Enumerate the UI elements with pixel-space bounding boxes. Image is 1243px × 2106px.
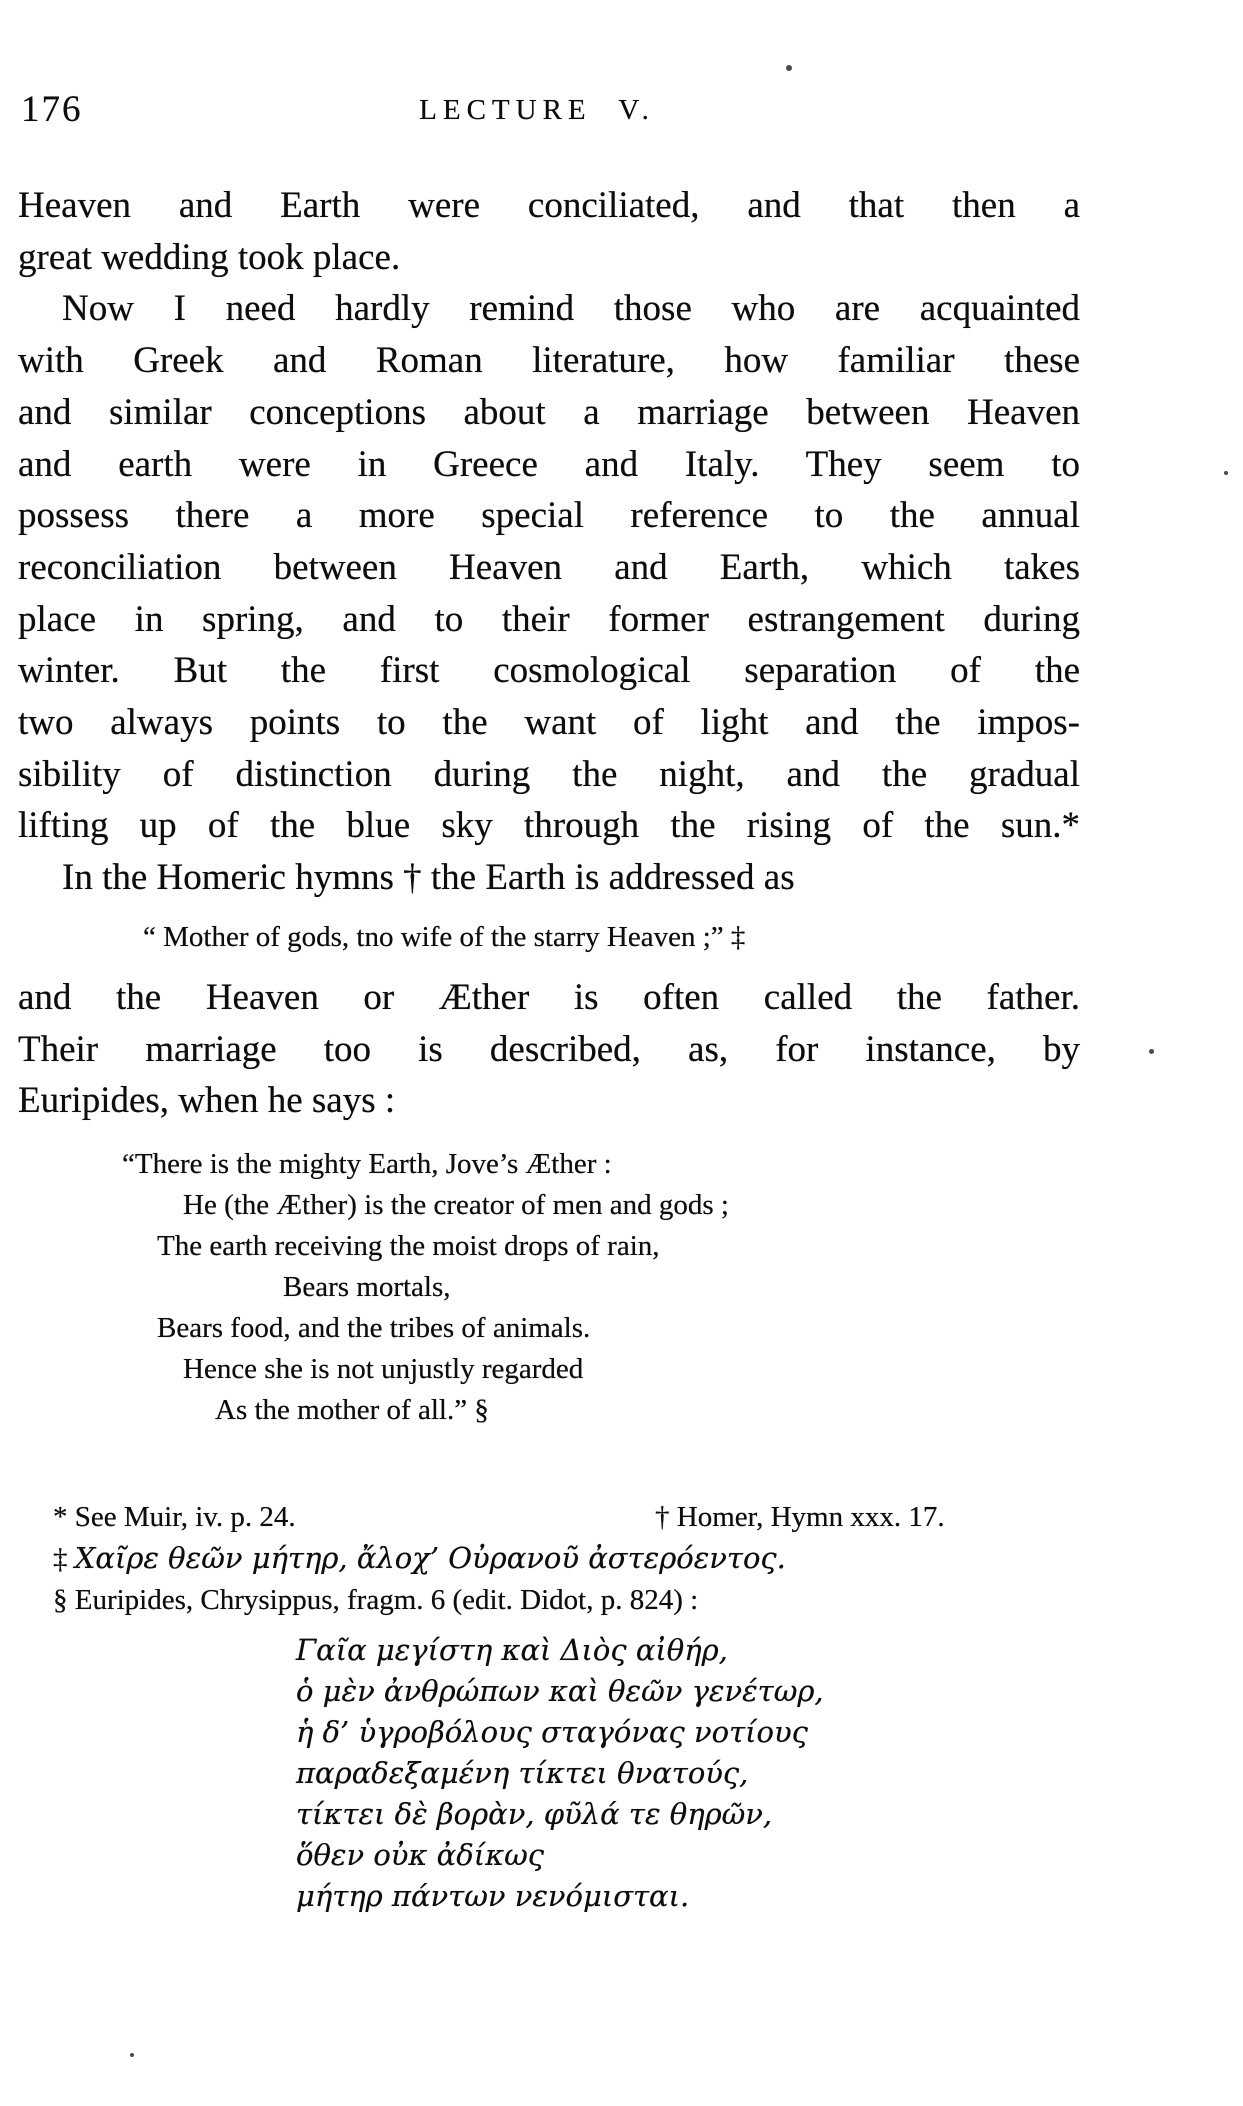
footnote-section: § Euripides, Chrysippus, fragm. 6 (edit. Didot, p. 824) :	[53, 1584, 699, 1616]
body-text-line: great wedding took place.	[18, 236, 401, 278]
verse-line: The earth receiving the moist drops of rain,	[157, 1230, 660, 1262]
body-text-line: Heaven and Earth were conciliated, and that then a	[18, 185, 1080, 226]
body-text-line: and earth were in Greece and Italy. They seem to	[18, 443, 1080, 485]
greek-verse-line: ὁ μὲν ἀνθρώπων καὶ θεῶν γενέτωρ,	[296, 1674, 824, 1708]
body-text-line: possess there a more special reference to the annual	[18, 495, 1080, 537]
footnote-double-dagger	[53, 1538, 1203, 1580]
verse-line: As the mother of all.” §	[215, 1394, 489, 1426]
inline-quote: “ Mother of gods, tno wife of the starry Heaven ;” ‡	[143, 921, 746, 953]
footnote-dagger: † Homer, Hymn xxx. 17.	[655, 1501, 945, 1533]
body-text-line: winter. But the first cosmological separation of the	[18, 650, 1080, 692]
greek-verse-line: μήτηρ πάντων νενόμισται.	[296, 1879, 690, 1913]
scan-speck	[786, 65, 792, 71]
scan-speck	[1224, 471, 1228, 475]
verse-line: Hence she is not unjustly regarded	[183, 1353, 584, 1385]
greek-verse-line: παραδεξαμένη τίκτει θνατούς,	[296, 1756, 749, 1790]
scan-speck	[130, 2053, 134, 2057]
body-paragraphs-2	[18, 972, 1080, 1127]
body-text-line: Euripides, when he says :	[18, 1080, 396, 1122]
verse-line: “There is the mighty Earth, Jove’s Æther :	[122, 1148, 612, 1180]
body-text-line: and similar conceptions about a marriage between Heaven	[18, 391, 1080, 433]
scan-speck	[1149, 1049, 1154, 1054]
body-text-line: Their marriage too is described, as, for instance, by	[18, 1028, 1080, 1070]
running-header: LECTURE V.	[419, 94, 655, 126]
greek-verse	[296, 1630, 824, 1917]
body-text-line: In the Homeric hymns † the Earth is addressed as	[62, 857, 795, 899]
greek-verse-line: ὅθεν οὐκ ἀδίκως	[296, 1838, 544, 1872]
greek-verse-line: ἡ δ’ ὑγροβόλους σταγόνας νοτίους	[296, 1715, 808, 1749]
body-text-line: Now I need hardly remind those who are acquainted	[62, 288, 1080, 330]
footnote-greek-text: Χαῖρε θεῶν μήτηρ, ἄλοχ’ Οὐρανοῦ ἀστερόεντος.	[74, 1541, 786, 1575]
greek-verse-line: τίκτει δὲ βορὰν, φῦλά τε θηρῶν,	[296, 1797, 773, 1831]
body-paragraphs	[18, 180, 1080, 904]
body-text-line: lifting up of the blue sky through the rising of the sun.*	[18, 805, 1080, 847]
body-text-line: reconciliation between Heaven and Earth, which takes	[18, 546, 1080, 588]
body-text-line: sibility of distinction during the night, and the gradual	[18, 753, 1080, 795]
footnote-star: * See Muir, iv. p. 24.	[53, 1501, 296, 1533]
verse-line: Bears mortals,	[283, 1271, 451, 1303]
footnote-row	[53, 1497, 1203, 1538]
footnotes	[53, 1497, 1203, 1621]
double-dagger-symbol: ‡	[53, 1543, 68, 1575]
verse-line: Bears food, and the tribes of animals.	[157, 1312, 591, 1344]
page-number: 176	[21, 89, 83, 130]
verse-line: He (the Æther) is the creator of men and gods ;	[183, 1189, 729, 1221]
body-text-line: place in spring, and to their former estrangement during	[18, 598, 1080, 640]
body-text-line: and the Heaven or Æther is often called the father.	[18, 977, 1080, 1018]
body-text-line: two always points to the want of light and the impos-	[18, 702, 1080, 744]
greek-verse-line: Γαῖα μεγίστη καὶ Διὸς αἰθήρ,	[296, 1633, 728, 1667]
body-text-line: with Greek and Roman literature, how familiar these	[18, 340, 1080, 382]
verse-quote	[18, 1144, 1118, 1431]
